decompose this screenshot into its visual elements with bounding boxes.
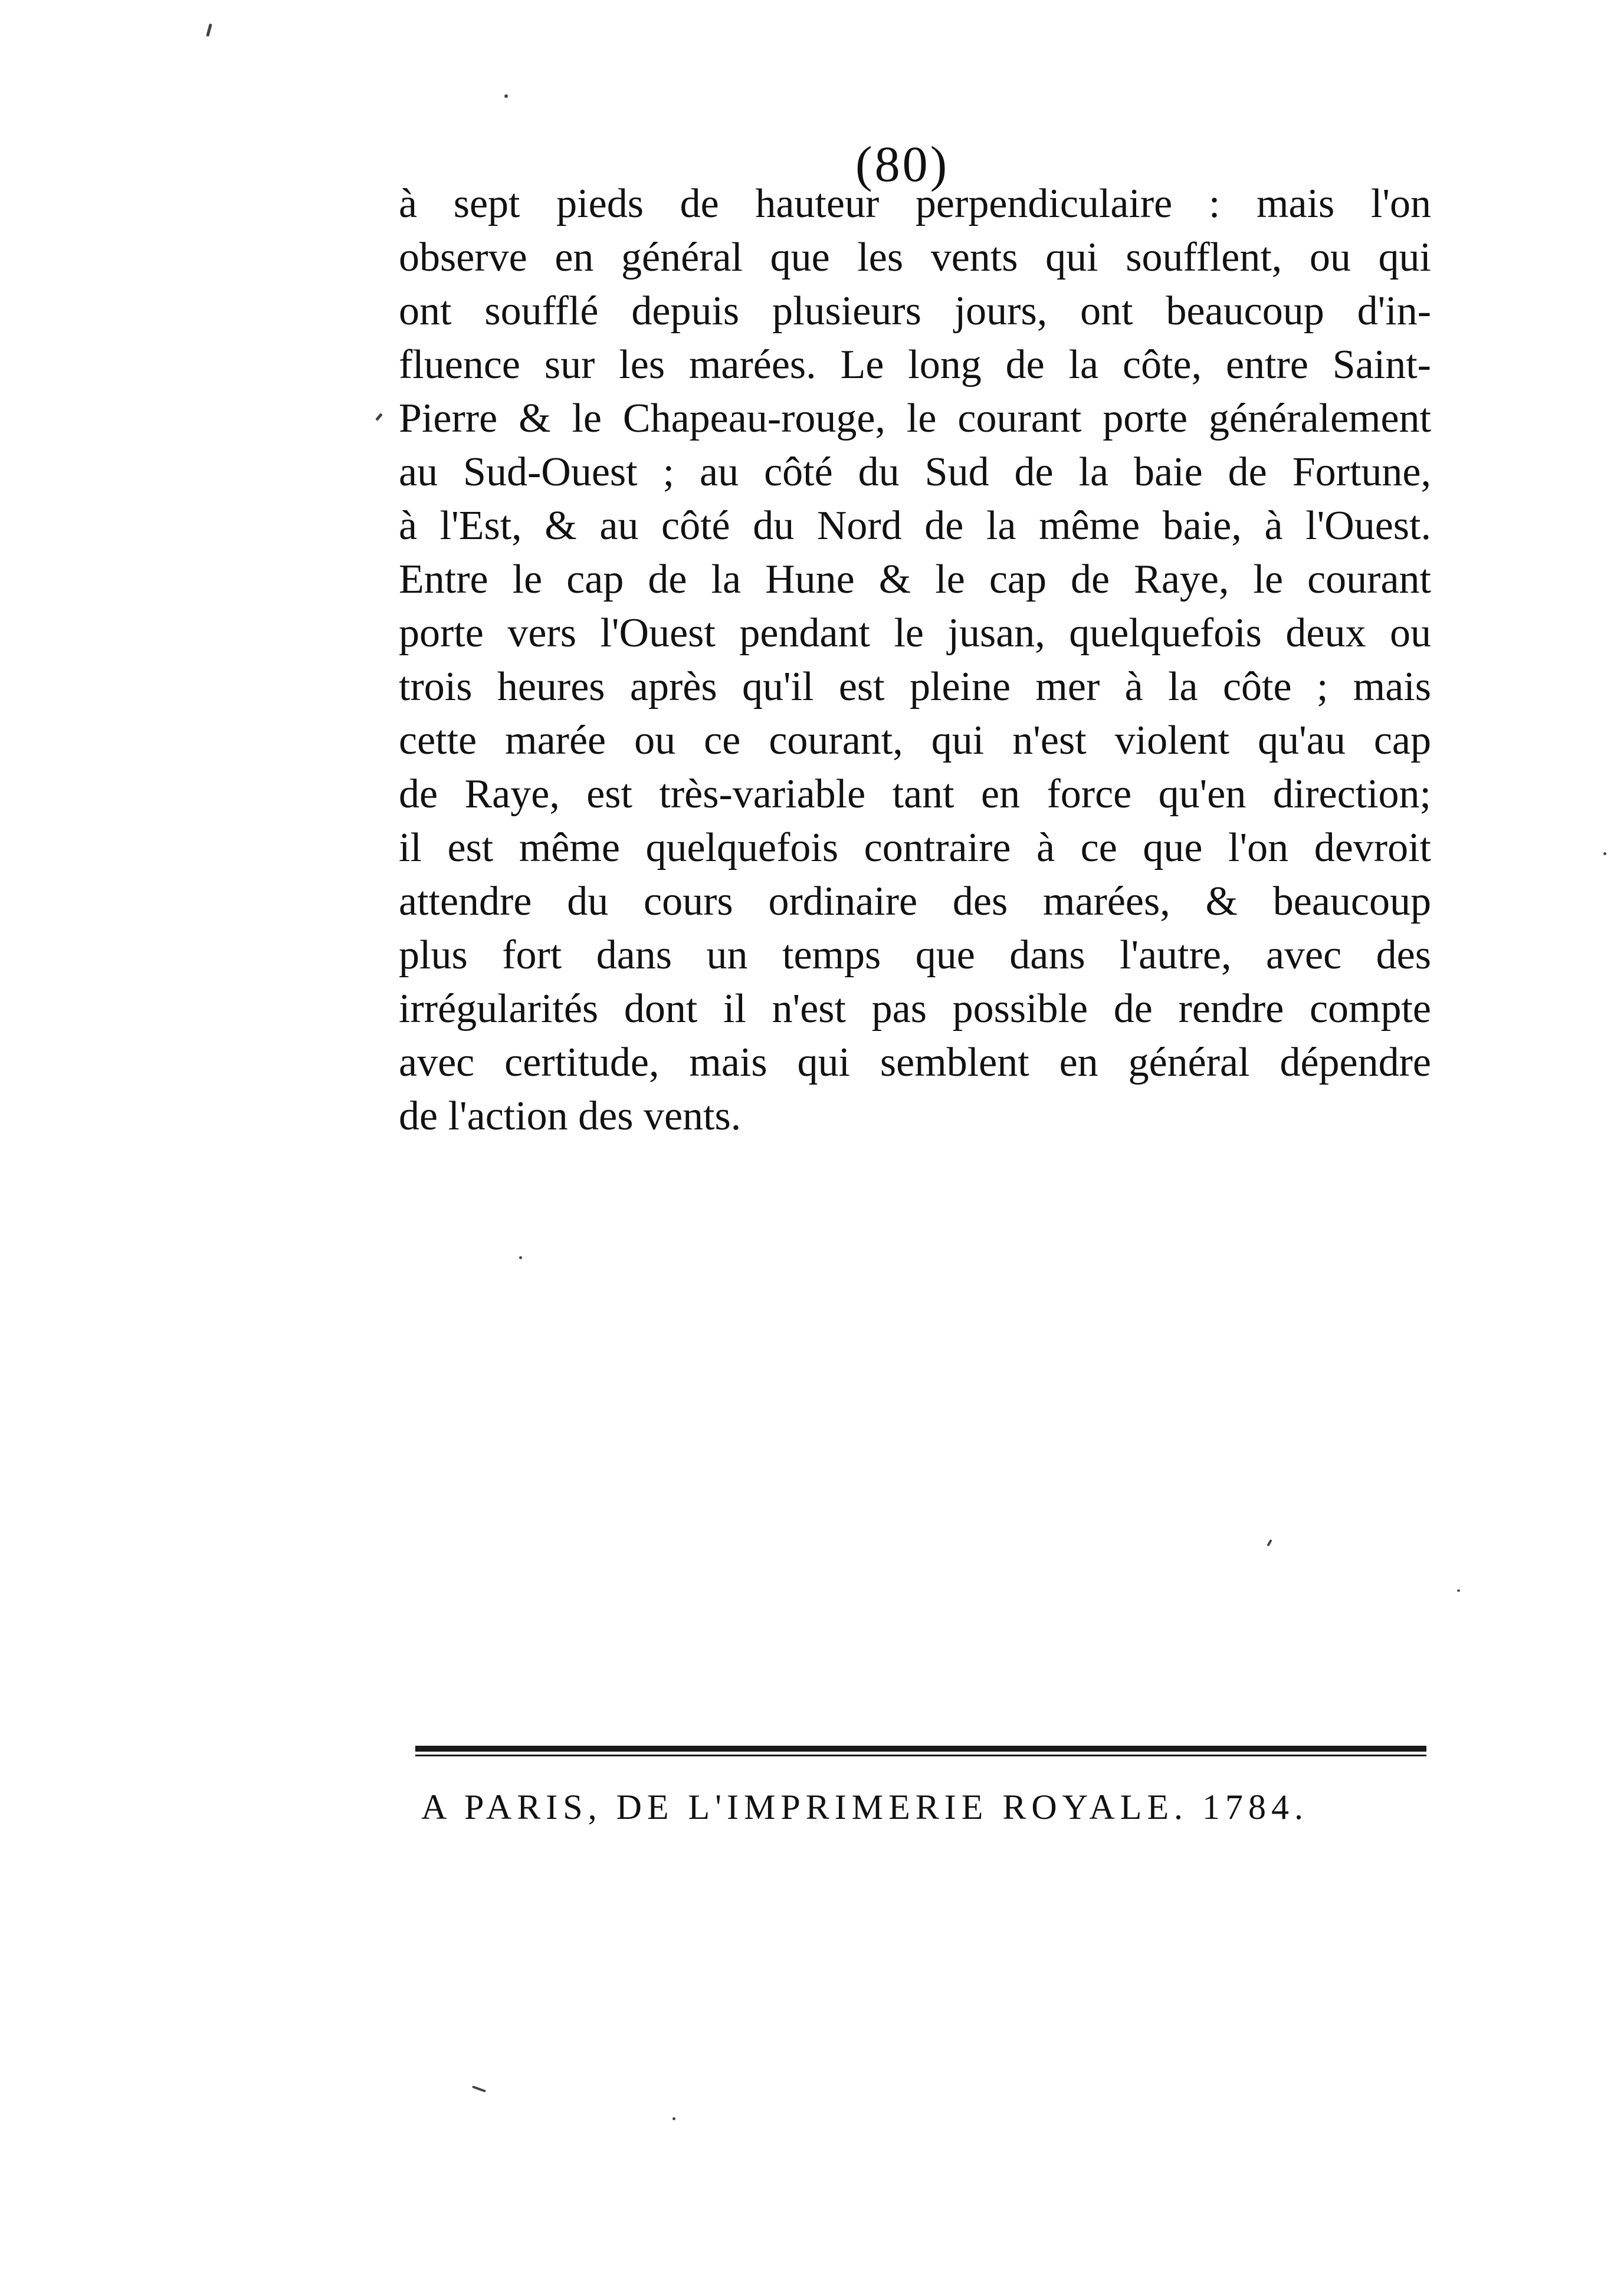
scan-speck: [519, 1256, 522, 1259]
text-line: fluence sur les marées. Le long de la côte, entre Saint-: [399, 342, 1431, 387]
text-line: observe en général que les vents qui soufflent, ou qui: [399, 235, 1431, 280]
text-line: ont soufflé depuis plusieurs jours, ont beaucoup d'in-: [399, 288, 1431, 334]
thin-rule: [415, 1755, 1426, 1756]
text-line: avec certitude, mais qui semblent en général dépendre: [399, 1040, 1431, 1085]
scan-speck: [1603, 852, 1606, 855]
text-line: à l'Est, & au côté du Nord de la même baie, à l'Ouest.: [399, 503, 1431, 548]
text-line: de l'action des vents.: [399, 1093, 742, 1139]
text-line: plus fort dans un temps que dans l'autre, avec des: [399, 932, 1431, 978]
thick-rule: [415, 1746, 1426, 1752]
double-rule: [415, 1746, 1426, 1756]
text-line: Pierre & le Chapeau-rouge, le courant porte généralement: [399, 396, 1431, 441]
scan-speck: [206, 24, 212, 37]
imprint: A PARIS, DE L'IMPRIMERIE ROYALE. 1784.: [421, 1788, 1309, 1827]
body-text: [399, 177, 1431, 1143]
scan-speck: [672, 2117, 675, 2120]
scan-speck: [375, 413, 383, 421]
text-line: attendre du cours ordinaire des marées, & beaucoup: [399, 879, 1431, 924]
text-line: porte vers l'Ouest pendant le jusan, quelquefois deux ou: [399, 610, 1431, 656]
scan-speck: [1457, 1589, 1460, 1592]
scan-speck: [504, 94, 508, 98]
text-line: Entre le cap de la Hune & le cap de Raye, le courant: [399, 557, 1431, 602]
text-line: cette marée ou ce courant, qui n'est violent qu'au cap: [399, 718, 1431, 763]
scan-speck: [472, 2085, 486, 2093]
text-line: il est même quelquefois contraire à ce que l'on devroit: [399, 825, 1431, 871]
text-line: irrégularités dont il n'est pas possible de rendre compte: [399, 986, 1431, 1032]
text-line: de Raye, est très-variable tant en force qu'en direction;: [399, 771, 1431, 817]
scan-speck: [1267, 1539, 1272, 1546]
text-line: au Sud-Ouest ; au côté du Sud de la baie de Fortune,: [399, 449, 1431, 495]
text-line: à sept pieds de hauteur perpendiculaire : mais l'on: [399, 181, 1431, 226]
text-line: trois heures après qu'il est pleine mer à la côte ; mais: [399, 664, 1431, 710]
page-number: (80): [855, 136, 950, 192]
